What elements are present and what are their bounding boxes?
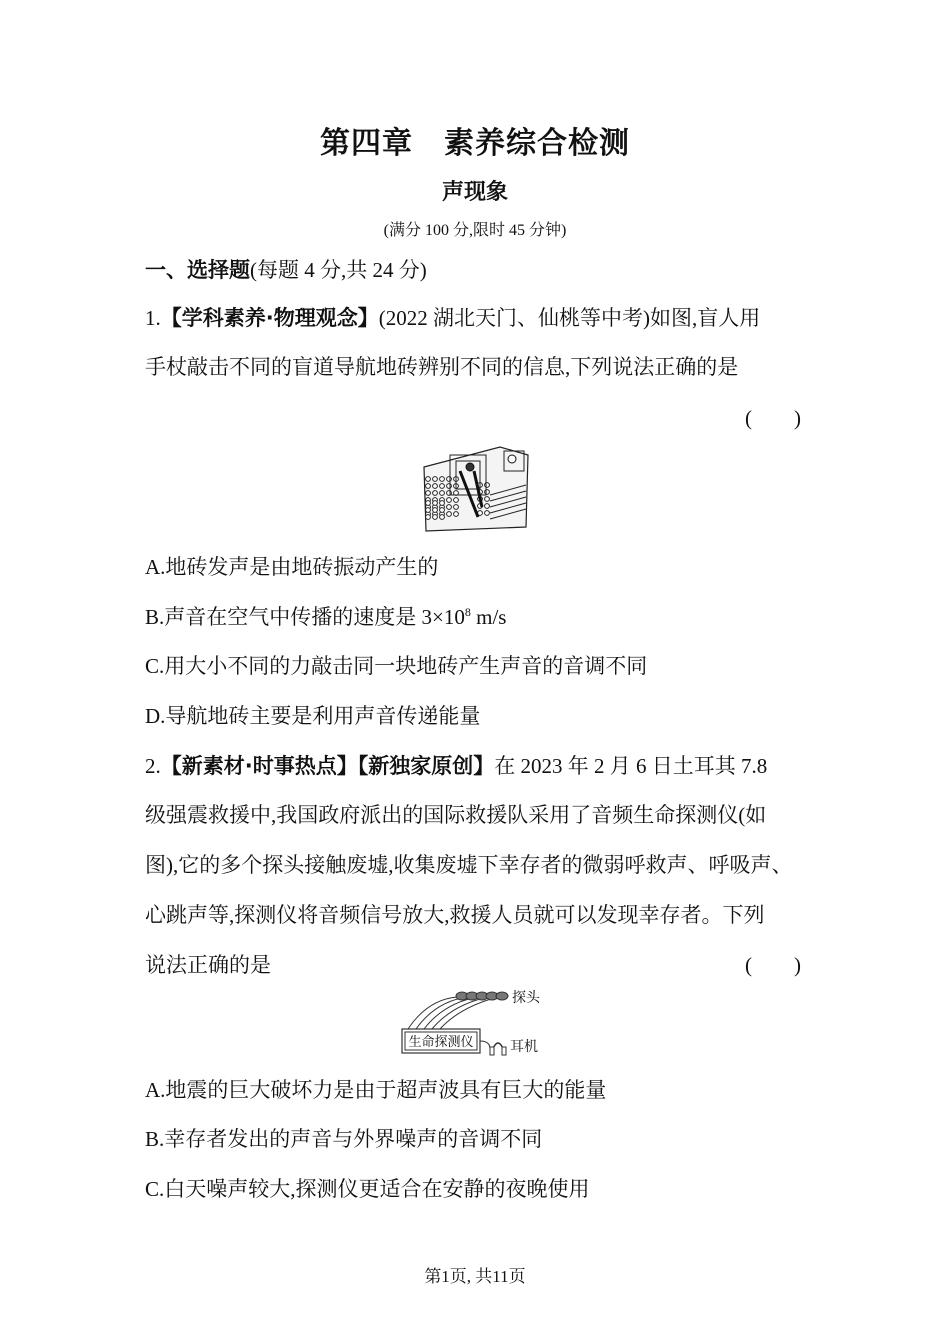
paving-dot [433,508,438,513]
paving-dot [433,484,438,489]
paving-dot [433,491,438,496]
paving-dot [440,491,445,496]
probe-label: 探头 [512,990,540,1006]
q2-line3: 图),它的多个探头接触废墟,收集废墟下幸存者的微弱呼救声、呼吸声、 [145,853,793,877]
q2-number: 2. [145,754,161,778]
q1-option-b-exponent: 8 [464,605,471,619]
paving-dot [485,483,490,488]
life-detector-figure [398,985,558,1060]
paving-dot [440,501,445,506]
paving-dot [426,491,431,496]
exam-note: (满分 100 分,限时 45 分钟) [383,222,567,239]
paving-dot [426,484,431,489]
paving-dot [447,484,452,489]
q1-tag: 【学科素养·物理观念】 [160,306,379,330]
q2-line5: 说法正确的是 [145,953,271,977]
q2-line4: 心跳声等,探测仪将音频信号放大,救援人员就可以发现幸存者。下列 [145,903,765,927]
q2-line1 [145,750,767,780]
q2-tag2: 【新独家原创】 [357,754,495,778]
section-heading-rest: (每题 4 分,共 24 分) [250,258,427,282]
paving-dot [447,498,452,503]
paving-dot [485,504,490,509]
paving-dot [447,505,452,510]
q2-answer-paren: ( ) [745,953,801,977]
page-subtitle: 声现象 [441,180,508,205]
paving-dot [485,490,490,495]
paving-dot [485,511,490,516]
paving-dot [426,477,431,482]
paving-dot [433,501,438,506]
paving-dot [447,477,452,482]
q1-option-b-prefix: B.声音在空气中传播的速度是 3×10 [145,605,465,629]
paving-dot [433,477,438,482]
section-heading [145,254,427,284]
paving-dot [426,501,431,506]
q2-option-b: B.幸存者发出的声音与外界噪声的音调不同 [145,1127,543,1151]
q2-tag1: 【新素材·时事热点】 [160,754,358,778]
paving-dot [454,498,459,503]
tactile-paving-figure [420,445,530,533]
q1-option-a: A.地砖发声是由地砖振动产生的 [145,555,439,579]
device-label: 生命探测仪 [408,1035,474,1050]
paving-dot [440,508,445,513]
q1-number: 1. [145,306,161,330]
q2-option-a: A.地震的巨大破坏力是由于超声波具有巨大的能量 [145,1078,607,1102]
q1-option-d: D.导航地砖主要是利用声音传递能量 [145,704,481,728]
q1-line1 [145,302,760,332]
paving-dot [454,505,459,510]
q1-answer-paren: ( ) [745,406,801,430]
paving-dot [440,484,445,489]
page-footer: 第1页, 共11页 [424,1267,526,1286]
section-heading-bold: 一、选择题 [145,258,250,282]
paving-dot [433,515,438,520]
paving-dot [447,512,452,517]
q1-line1-text: (2022 湖北天门、仙桃等中考)如图,盲人用 [378,306,761,330]
q1-option-b-suffix: m/s [470,605,507,629]
paving-dot [454,512,459,517]
q1-option-c: C.用大小不同的力敲击同一块地砖产生声音的音调不同 [145,654,648,678]
paving-dot [426,508,431,513]
q2-line2: 级强震救援中,我国政府派出的国际救援队采用了音频生命探测仪(如 [145,803,767,827]
q1-line2: 手杖敲击不同的盲道导航地砖辨别不同的信息,下列说法正确的是 [145,355,739,379]
paving-dot [440,477,445,482]
paving-dot [485,497,490,502]
earphone-label: 耳机 [510,1039,538,1055]
q1-option-b [145,601,506,631]
q2-option-c: C.白天噪声较大,探测仪更适合在安静的夜晚使用 [145,1177,590,1201]
paving-dot [440,515,445,520]
paving-dot [426,515,431,520]
page-title: 第四章 素养综合检测 [320,126,630,161]
q2-line1-text: 在 2023 年 2 月 6 日土耳其 7.8 [494,754,768,778]
